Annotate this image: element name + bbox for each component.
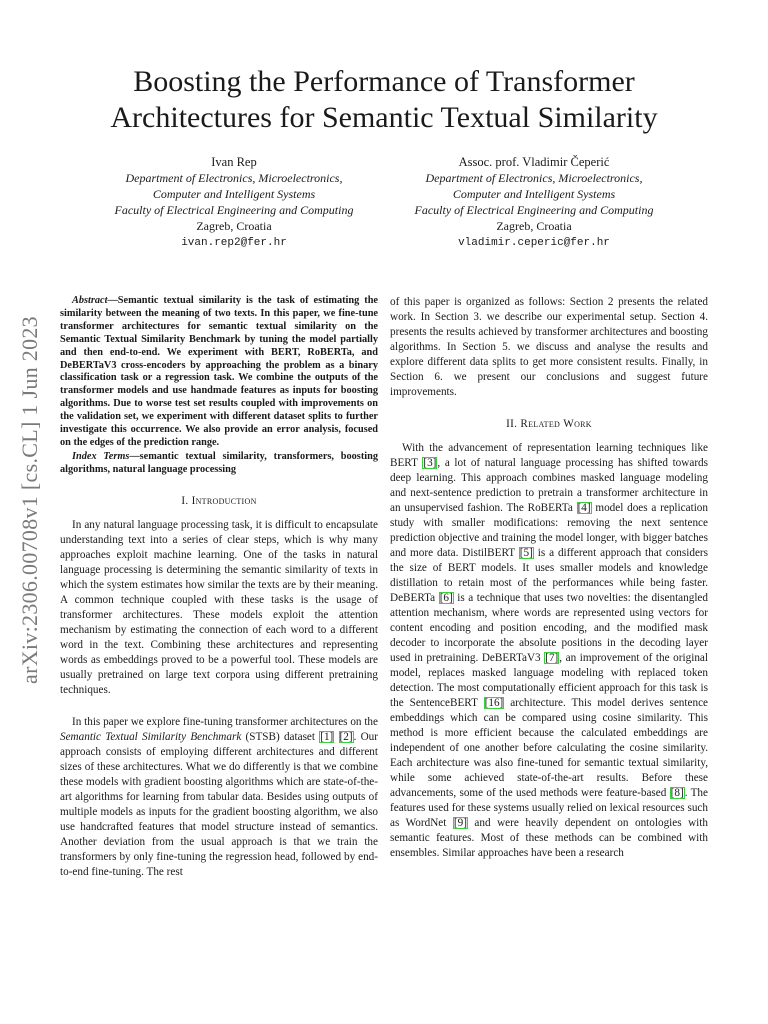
related-work-paragraph: With the advancement of representation learning techniques like BERT [3], a lot of natural language processing has shifted towards deep learning. This approach combines masked language modeling and next-sentence prediction to pretrain a transformer architecture in an unsupervised fashion. The RoBERTa [4] model does a replication study with smaller modifications: removing the next sentence prediction objective and training the model longer, with bigger batches and more data. DistilBERT [5] is a different approach that considers the size of BERT models. It uses smaller models and knowledge distillation to retain most of the performances while being faster. DeBERTa [6] is a technique that uses two novelties: the disentangled attention mechanism, where words are represented using vectors for content encoding and position encoding, and the modified mask decoder to incorporate the absolute positions in the decoding layer used in pretraining. DeBERTaV3 [7], an improvement of the original model, replaces masked language modeling with replaced token detection. The most computationally efficient approach for this task is the SentenceBERT [16] architecture. This model derives sentence embeddings which can be compared using cosine similarity. This method is more efficient because the calculated embeddings are independent of one another before calculating the cosine similarity. Each architecture was also fine-tuned for semantic textual similarity, while some achieved state-of-the-art results. Before these advancements, some of the used methods were feature-based [8]. The features used for these systems usually relied on lexical resources such as WordNet [9] and were heavily dependent on ontologies with semantic features. Most of these methods can be combined with ensembles. Similar approaches have been a research (390, 442, 709, 859)
intro-paragraph-1: In any natural language processing task, it is difficult to encapsulate understanding text into a series of clear steps, which is why many approaches exploit machine learning. One of the tasks in natural language processing is determining the semantic similarity of texts in which the system estimates how similar the texts are by their meaning. A common technique coupled with these tasks is the usage of transformer architectures. These models exploit the attention mechanism by estimating the connection of each word to a different word in the text. Combining these architectures and representing words as embeddings proved to be a powerful tool. These models are usually pretrained on large text corpora using different pretraining techniques. (60, 518, 378, 696)
abstract (60, 295, 378, 450)
author-department-2: Computer and Intelligent Systems (452, 187, 616, 201)
title-line-1: Boosting the Performance of Transformer (133, 65, 635, 98)
author-city: Zagreb, Croatia (196, 219, 272, 233)
citation-link[interactable]: [8] (670, 787, 684, 799)
author-department-2: Computer and Intelligent Systems (152, 187, 316, 201)
citation-link[interactable]: [6] (439, 592, 453, 604)
citation-link[interactable]: [3] (423, 457, 437, 469)
arxiv-stamp (13, 280, 47, 720)
citation-link[interactable]: [7] (545, 652, 559, 664)
section-heading-introduction: I. Introduction (181, 494, 257, 507)
author-department: Department of Electronics, Microelectronics, (425, 171, 643, 185)
arxiv-identifier: arXiv:2306.00708v1 [cs.CL] 1 Jun 2023 (17, 316, 42, 684)
title-line-2: Architectures for Semantic Textual Similarity (110, 101, 658, 134)
citation-link[interactable]: [1] (320, 730, 334, 743)
citation-link[interactable]: [4] (577, 502, 591, 514)
author-faculty: Faculty of Electrical Engineering and Computing (414, 203, 654, 217)
index-terms-label: Index Terms (72, 450, 130, 462)
citation-link[interactable]: [2] (339, 730, 353, 743)
section-heading-related-work: II. Related Work (506, 418, 592, 430)
abstract-text: —Semantic textual similarity is the task of estimating the similarity between the meaning of two texts. In this paper, we fine-tune transformer architectures for semantic textual similarity on the Semantic Textual Similarity Benchmark by tuning the model partially and then end-to-end. We experiment with BERT, RoBERTa, and DeBERTaV3 cross-encoders by approaching the problem as a binary classification task or a regression task. We combine the outputs of the transformer models and use handmade features as inputs for boosting algorithms. Due to worse test set results coupled with improvements on the validation set, we experiment with different dataset splits to further investigate this occurrence. We also provide an error analysis, focused on the edges of the prediction range. (60, 295, 378, 448)
citation-link[interactable]: [5] (519, 547, 533, 559)
author-email: ivan.rep2@fer.hr (181, 237, 287, 249)
author-faculty: Faculty of Electrical Engineering and Computing (114, 203, 354, 217)
left-column (60, 295, 378, 880)
right-column (390, 295, 708, 861)
citation-link[interactable]: [9] (453, 817, 467, 829)
intro-paragraph-2: In this paper we explore fine-tuning transformer architectures on the Semantic Textual Similarity Benchmark (STSB) dataset [1] [2]. Our approach consists of employing different architectures and different sizes of these architectures. What we do differently is that we combine these models with gradient boosting algorithms which are state-of-the-art algorithms for learning from tabular data. Besides using outputs of multiple models as inputs for the gradient boosting algorithm, we also use handcrafted features that model structure instead of semantics. Another deviation from the usual approach is that we train the transformers by only fine-tuning the regression head, followed by end-to-end fine-tuning. The rest (60, 715, 378, 878)
author-name: Assoc. prof. Vladimir Čeperić (458, 155, 610, 169)
paper-title (40, 64, 728, 136)
index-terms (60, 451, 378, 477)
author-city: Zagreb, Croatia (496, 219, 572, 233)
author-department: Department of Electronics, Microelectronics, (125, 171, 343, 185)
author-block-2 (384, 154, 684, 251)
index-terms-text: —semantic textual similarity, transformers, boosting algorithms, natural language processing (60, 450, 378, 475)
author-block-1 (84, 154, 384, 251)
citation-link[interactable]: [16] (484, 697, 504, 709)
author-email: vladimir.ceperic@fer.hr (458, 237, 610, 249)
intro-continuation: of this paper is organized as follows: Section 2 presents the related work. In Section 3. we describe our experimental setup. Section 4. presents the results achieved by transformer architectures and boosting algorithms. In Section 5. we discuss and analyse the results and explore different data splits to get more consistent results. Finally, in Section 6. we present our conclusions and suggest future improvements. (390, 296, 708, 398)
abstract-label: Abstract (72, 295, 108, 306)
author-name: Ivan Rep (211, 155, 257, 169)
